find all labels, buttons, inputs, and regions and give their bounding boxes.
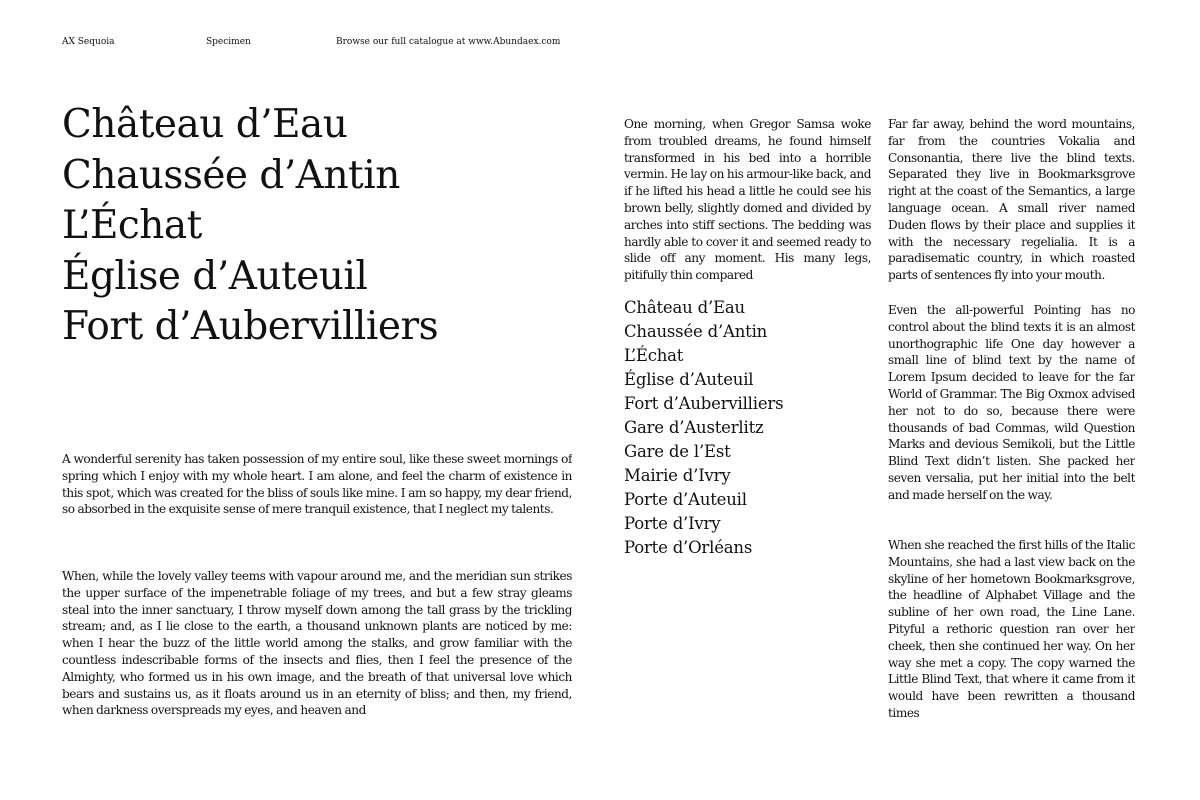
body-paragraph-right-1: Far far away, behind the word mountains, far from the countries Vokalia and Consonantia, there live the blind texts. Separated they live in Bookmarksgrove right at the coast of the Semantics, a large language ocean. A small river named Duden flows by their place and supplies it with the necessary regelialia. It is a paradisematic country, in which roasted parts of sentences fly into your mouth. — [888, 117, 1135, 283]
small-specimen-name: Église d’Auteuil — [624, 370, 754, 389]
small-specimen-name: Porte d’Ivry — [624, 514, 721, 533]
large-specimen-name: Fort d’Aubervilliers — [62, 304, 439, 349]
large-specimen-name: L’Échat — [62, 203, 202, 248]
large-specimen-name: Église d’Auteuil — [62, 253, 368, 299]
small-specimen-name: Gare de l’Est — [624, 442, 731, 461]
body-paragraph-right-3: When she reached the first hills of the Italic Mountains, she had a last view back on the skyline of her hometown Bookmarksgrove, the headline of Alphabet Village and the subline of her own road, the Line Lane. Pityful a rethoric question ran over her cheek, then she continued her way. On her way she met a copy. The copy warned the Little Blind Text, that where it came from it would have been rewritten a thousand times — [888, 538, 1135, 721]
large-specimen-name: Château d’Eau — [62, 102, 348, 147]
small-specimen-name: Château d’Eau — [624, 298, 745, 317]
small-specimen-name: Chaussée d’Antin — [624, 322, 768, 341]
large-specimen-name: Chaussée d’Antin — [62, 152, 400, 198]
small-specimen-list — [624, 296, 874, 560]
body-paragraph-right-2: Even the all-powerful Pointing has no control about the blind texts it is an almost unorthographic life One day however a small line of blind text by the name of Lorem Ipsum decided to leave for the far World of Grammar. The Big Oxmox advised her not to do so, because there were thousands of bad Commas, wild Question Marks and devious Semikoli, but the Little Blind Text didn’t listen. She packed her seven versalia, put her initial into the belt and made herself on the way. — [888, 303, 1135, 502]
catalogue-link[interactable]: Browse our full catalogue at www.Abundaex.com — [336, 37, 561, 47]
small-specimen-name: Mairie d’Ivry — [624, 466, 731, 485]
large-specimen-list — [62, 100, 602, 353]
small-specimen-name: Gare d’Austerlitz — [624, 418, 764, 437]
small-specimen-name: L’Échat — [624, 346, 684, 365]
small-specimen-name: Fort d’Aubervilliers — [624, 394, 784, 413]
body-paragraph-middle: One morning, when Gregor Samsa woke from troubled dreams, he found himself transformed in his bed into a horrible vermin. He lay on his armour-like back, and if he lifted his head a little he could see his brown belly, slightly domed and divided by arches into stiff sections. The bedding was hardly able to cover it and seemed ready to slide off any moment. His many legs, pitifully thin compared — [624, 117, 871, 283]
body-paragraph-left-1: A wonderful serenity has taken possession of my entire soul, like these sweet mornings of spring which I enjoy with my whole heart. I am alone, and feel the charm of existence in this spot, which was created for the bliss of souls like mine. I am so happy, my dear friend, so absorbed in the exquisite sense of mere tranquil existence, that I neglect my talents. — [62, 452, 572, 517]
font-name-label: AX Sequoia — [62, 37, 115, 47]
small-specimen-name: Porte d’Orléans — [624, 538, 753, 557]
body-paragraph-left-2: When, while the lovely valley teems with vapour around me, and the meridian sun strikes the upper surface of the impenetrable foliage of my trees, and but a few stray gleams steal into the inner sanctuary, I throw myself down among the tall grass by the trickling stream; and, as I lie close to the earth, a thousand unknown plants are noticed by me: when I hear the buzz of the little world among the stalks, and grow familiar with the countless indescribable forms of the insects and flies, then I feel the presence of the Almighty, who formed us in his own image, and the breath of that universal love which bears and sustains us, as it floats around us in an eternity of bliss; and then, my friend, when darkness overspreads my eyes, and heaven and — [62, 569, 572, 718]
small-specimen-name: Porte d’Auteuil — [624, 490, 747, 509]
section-label: Specimen — [206, 37, 251, 47]
